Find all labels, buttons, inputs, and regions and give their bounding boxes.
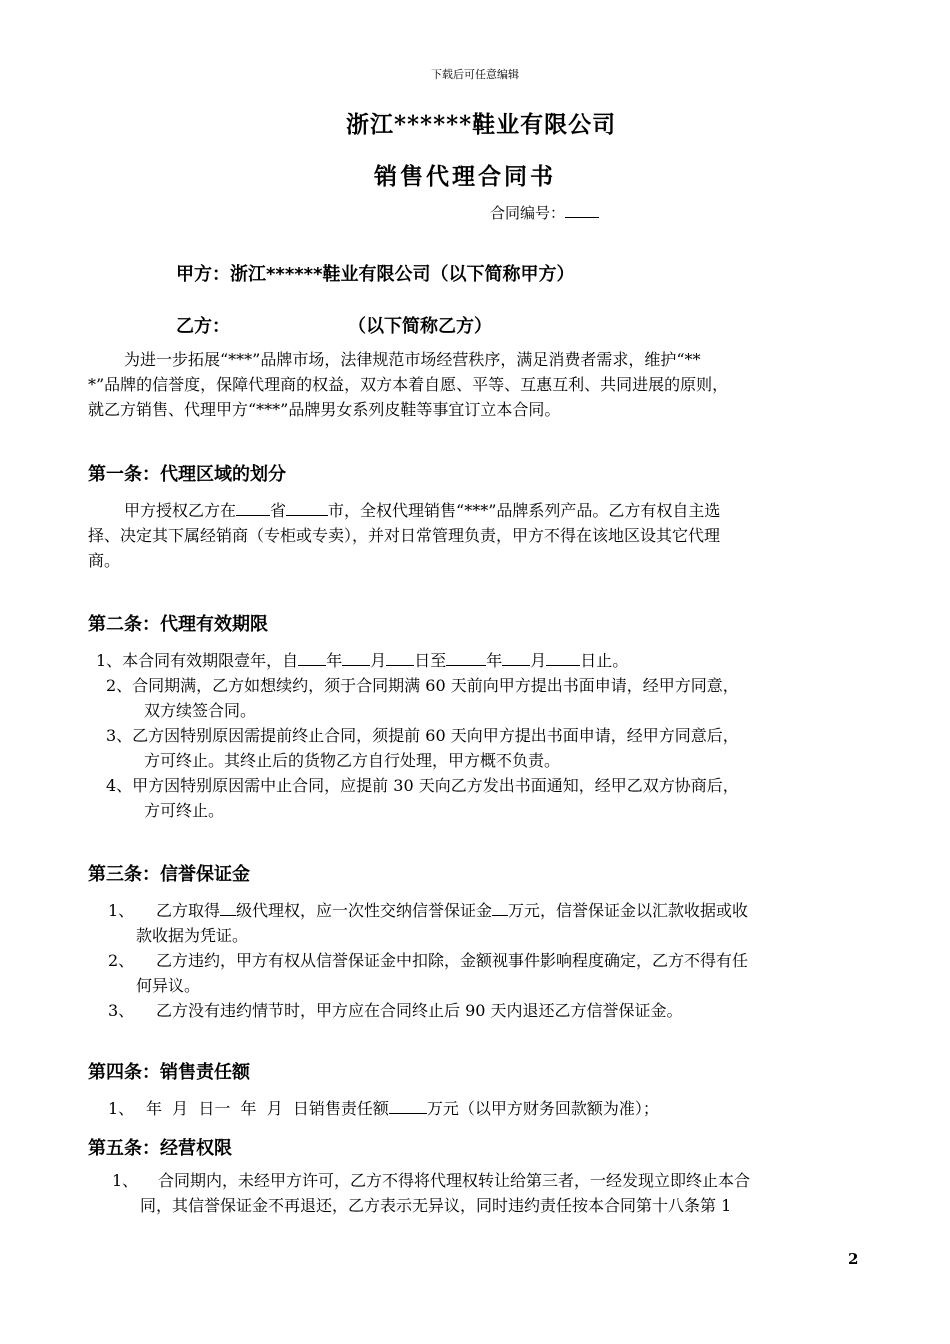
article-1-line-3: 商。 bbox=[88, 551, 121, 570]
article-3-heading: 第三条：信誉保证金 bbox=[88, 864, 250, 885]
item-1-text-b: 年 bbox=[326, 651, 343, 670]
contract-number bbox=[490, 202, 599, 223]
party-b bbox=[176, 312, 492, 338]
item-1-text-a: 1、本合同有效期限壹年，自 bbox=[96, 651, 299, 670]
article-3-item-2-number: 2、 bbox=[108, 951, 135, 970]
contract-number-label: 合同编号： bbox=[490, 204, 566, 222]
deposit-text-a: 乙方取得 bbox=[156, 901, 221, 920]
quota-text-b: 万元（以甲方财务回款额为准）； bbox=[426, 1099, 659, 1118]
article-1-line-2: 择、决定其下属经销商（专柜或专卖），并对日常管理负责，甲方不得在该地区设其它代理 bbox=[88, 526, 721, 545]
article-5-item-1-line-1: 合同期内，未经甲方许可，乙方不得将代理权转让给第三者，一经发现立即终止本合 bbox=[158, 1171, 751, 1190]
article-5-item-1-number: 1、 bbox=[112, 1171, 139, 1190]
article-1-line-1 bbox=[124, 500, 720, 522]
quota-text-a: 年 月 日一 年 月 日销售责任额 bbox=[146, 1099, 389, 1118]
deposit-text-b: 级代理权，应一次性交纳信誉保证金 bbox=[236, 901, 493, 920]
company-name: 浙江******鞋业有限公司 bbox=[346, 111, 617, 138]
start-day-blank bbox=[386, 651, 414, 666]
deposit-amount-blank bbox=[492, 901, 508, 916]
article-3-item-1-number: 1、 bbox=[108, 901, 135, 920]
preamble-line-3: 就乙方销售、代理甲方“***”品牌男女系列皮鞋等事宜订立本合同。 bbox=[88, 400, 561, 419]
province-blank bbox=[236, 501, 270, 516]
start-month-blank bbox=[342, 651, 370, 666]
article-3-item-3-number: 3、 bbox=[108, 1001, 135, 1020]
article-1-text-c: 市，全权代理销售“***”品牌系列产品。乙方有权自主选 bbox=[328, 501, 721, 520]
article-4-item-1-number: 1、 bbox=[108, 1099, 135, 1118]
party-b-label: 乙方： bbox=[176, 316, 230, 337]
article-5-heading: 第五条：经营权限 bbox=[88, 1138, 232, 1159]
article-2-item-1 bbox=[96, 650, 628, 672]
agency-level-blank bbox=[220, 901, 236, 916]
preamble-line-1: 为进一步拓展“***”品牌市场，法律规范市场经营秩序，满足消费者需求，维护“** bbox=[124, 350, 701, 369]
article-2-item-2-line-1: 2、合同期满，乙方如想续约，须于合同期满 60 天前向甲方提出书面申请，经甲方同意， bbox=[106, 676, 739, 695]
item-1-text-d: 日至 bbox=[414, 651, 447, 670]
article-2-item-3-line-1: 3、乙方因特别原因需提前终止合同，须提前 60 天向甲方提出书面申请，经甲方同意后， bbox=[106, 726, 739, 745]
article-3-item-3-line-1: 乙方没有违约情节时，甲方应在合同终止后 90 天内退还乙方信誉保证金。 bbox=[156, 1001, 683, 1020]
article-4-heading: 第四条：销售责任额 bbox=[88, 1062, 250, 1083]
preamble-line-2: *”品牌的信誉度，保障代理商的权益，双方本着自愿、平等、互惠互利、共同进展的原则， bbox=[88, 375, 729, 394]
document-title: 销售代理合同书 bbox=[374, 163, 556, 190]
quota-amount-blank bbox=[389, 1099, 427, 1114]
start-year-blank bbox=[298, 651, 326, 666]
party-a: 甲方：浙江******鞋业有限公司（以下简称甲方） bbox=[176, 264, 575, 285]
article-2-item-2-line-2: 双方续签合同。 bbox=[144, 701, 257, 720]
article-3-item-2-line-1: 乙方违约，甲方有权从信誉保证金中扣除，金额视事件影响程度确定，乙方不得有任 bbox=[156, 951, 749, 970]
article-2-item-3-line-2: 方可终止。其终止后的货物乙方自行处理，甲方概不负责。 bbox=[144, 751, 561, 770]
article-3-item-2-line-2: 何异议。 bbox=[136, 976, 201, 995]
end-year-blank bbox=[446, 651, 486, 666]
item-1-text-e: 年 bbox=[486, 651, 503, 670]
article-5-item-1-line-2: 同，其信誉保证金不再退还，乙方表示无异议，同时违约责任按本合同第十八条第 1 bbox=[140, 1196, 732, 1215]
end-month-blank bbox=[502, 651, 530, 666]
article-1-text-b: 省 bbox=[270, 501, 287, 520]
item-1-text-g: 日止。 bbox=[580, 651, 629, 670]
article-3-item-1-line-1 bbox=[156, 900, 748, 922]
item-1-text-f: 月 bbox=[530, 651, 547, 670]
article-2-item-4-line-1: 4、甲方因特别原因需中止合同，应提前 30 天向乙方发出书面通知，经甲乙双方协商后， bbox=[106, 776, 739, 795]
contract-number-blank bbox=[565, 203, 599, 218]
article-3-item-1-line-2: 款收据为凭证。 bbox=[136, 926, 249, 945]
page-number: 2 bbox=[848, 1250, 859, 1268]
article-1-text-a: 甲方授权乙方在 bbox=[124, 501, 237, 520]
city-blank bbox=[286, 501, 328, 516]
article-2-heading: 第二条：代理有效期限 bbox=[88, 614, 268, 635]
article-2-item-4-line-2: 方可终止。 bbox=[144, 801, 225, 820]
end-day-blank bbox=[546, 651, 580, 666]
article-4-item-1-line bbox=[146, 1098, 659, 1120]
header-note: 下载后可任意编辑 bbox=[431, 68, 519, 81]
party-b-suffix: （以下简称乙方） bbox=[348, 316, 492, 337]
item-1-text-c: 月 bbox=[370, 651, 387, 670]
article-1-heading: 第一条：代理区域的划分 bbox=[88, 464, 286, 485]
deposit-text-c: 万元，信誉保证金以汇款收据或收 bbox=[508, 901, 749, 920]
